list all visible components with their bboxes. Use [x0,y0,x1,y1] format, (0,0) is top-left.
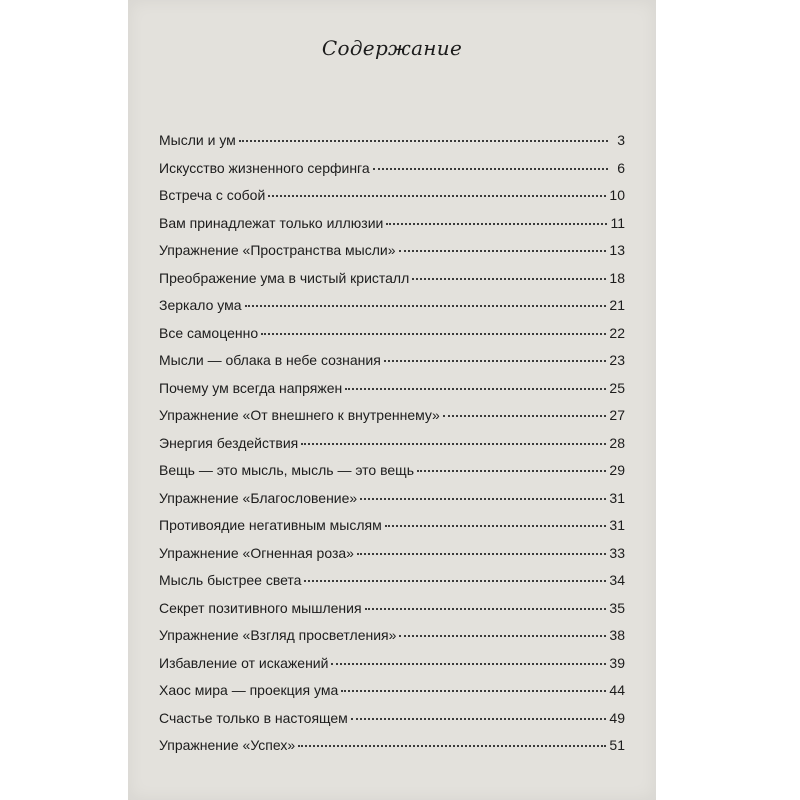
dot-leader [341,690,606,692]
toc-entry-title: Преображение ума в чистый кристалл [159,269,410,286]
toc-entry [159,682,625,710]
toc-entry-page-number: 33 [609,544,625,561]
book-page [128,0,656,800]
dot-leader [385,525,607,527]
dot-leader [261,333,606,335]
toc-entry-page-number: 31 [609,517,625,533]
toc-entry [159,407,625,435]
dot-leader [304,580,606,582]
toc-entry [159,627,625,655]
toc-entry-page-number: 34 [609,572,625,588]
toc-entry [159,517,625,545]
toc-entry-title: Все самоценно [159,324,259,341]
toc-entry-title: Искусство жизненного серфинга [159,159,370,176]
toc-entry [159,297,625,325]
toc-entry [159,380,625,408]
toc-entry [159,572,625,600]
toc-entry-title: Мысль быстрее света [159,572,302,588]
toc-entry-page-number: 27 [609,407,625,423]
toc-entry-page-number: 22 [609,324,625,341]
toc-entry-page-number: 10 [609,187,625,203]
toc-entry-title: Упражнение «Пространства мысли» [159,242,396,258]
toc-entry-page-number: 28 [609,434,625,451]
toc-entry-page-number: 6 [617,159,625,176]
toc-entry-title: Упражнение «От внешнего к внутреннему» [159,407,440,423]
toc-entry [159,490,625,518]
toc-entry-title: Избавление от искажений [159,654,329,671]
toc-entry-title: Зеркало ума [159,297,242,313]
toc-entry-title: Упражнение «Взгляд просветления» [159,627,397,643]
toc-entry-page-number: 38 [609,627,625,643]
dot-leader [301,443,606,445]
toc-entry [159,655,625,683]
toc-entry [159,242,625,270]
toc-entry [159,737,625,765]
toc-entry-title: Встреча с собой [159,187,266,203]
toc-entry-title: Энергия бездействия [159,434,299,451]
toc-entry-page-number: 21 [609,297,625,313]
toc-entry [159,352,625,380]
toc-entry-page-number: 39 [609,654,625,671]
page-title: Содержание [321,36,463,60]
dot-leader [412,278,606,280]
dot-leader [384,360,607,362]
toc-entry-title: Противоядие негативным мыслям [159,517,382,533]
toc-entry-title: Секрет позитивного мышления [159,599,362,616]
toc-entry-page-number: 29 [609,462,625,478]
dot-leader [399,250,607,252]
toc-entry [159,270,625,298]
toc-entry [159,600,625,628]
toc-entry-title: Хаос мира — проекция ума [159,682,339,698]
dot-leader [386,223,607,225]
toc-entry-title: Вам принадлежат только иллюзии [159,214,384,231]
toc-entry-page-number: 49 [609,709,625,726]
toc-entry-page-number: 31 [609,489,625,506]
toc-entry-page-number: 13 [609,242,625,258]
toc-entry-title: Мысли и ум [159,132,236,148]
dot-leader [365,608,607,610]
dot-leader [443,415,607,417]
toc-entry-page-number: 51 [609,737,625,753]
toc-entry-title: Упражнение «Огненная роза» [159,544,354,561]
dot-leader [357,553,606,555]
toc-entry-title: Мысли — облака в небе сознания [159,352,381,368]
toc-entry-page-number: 11 [610,214,625,231]
toc-entry-page-number: 35 [609,599,625,616]
toc-entry [159,160,625,188]
toc-entry [159,710,625,738]
toc-entry-page-number: 44 [609,682,625,698]
toc-entry [159,545,625,573]
table-of-contents [159,132,625,765]
toc-entry [159,325,625,353]
dot-leader [298,745,606,747]
dot-leader [331,663,606,665]
dot-leader [245,305,607,307]
toc-entry-title: Упражнение «Благословение» [159,489,358,506]
toc-entry [159,215,625,243]
toc-entry-page-number: 23 [609,352,625,368]
toc-entry-title: Почему ум всегда напряжен [159,379,343,396]
dot-leader [239,140,608,142]
dot-leader [399,635,606,637]
toc-entry-page-number: 3 [617,132,625,148]
dot-leader [360,498,606,500]
toc-entry [159,435,625,463]
dot-leader [345,388,606,390]
toc-entry-page-number: 18 [609,269,625,286]
toc-entry-title: Счастье только в настоящем [159,709,348,726]
dot-leader [351,718,607,720]
toc-entry [159,132,625,160]
toc-entry-page-number: 25 [609,379,625,396]
toc-entry [159,462,625,490]
toc-entry [159,187,625,215]
dot-leader [373,168,608,170]
dot-leader [268,195,606,197]
toc-entry-title: Вещь — это мысль, мысль — это вещь [159,462,414,478]
dot-leader [417,470,606,472]
toc-entry-title: Упражнение «Успех» [159,737,296,753]
